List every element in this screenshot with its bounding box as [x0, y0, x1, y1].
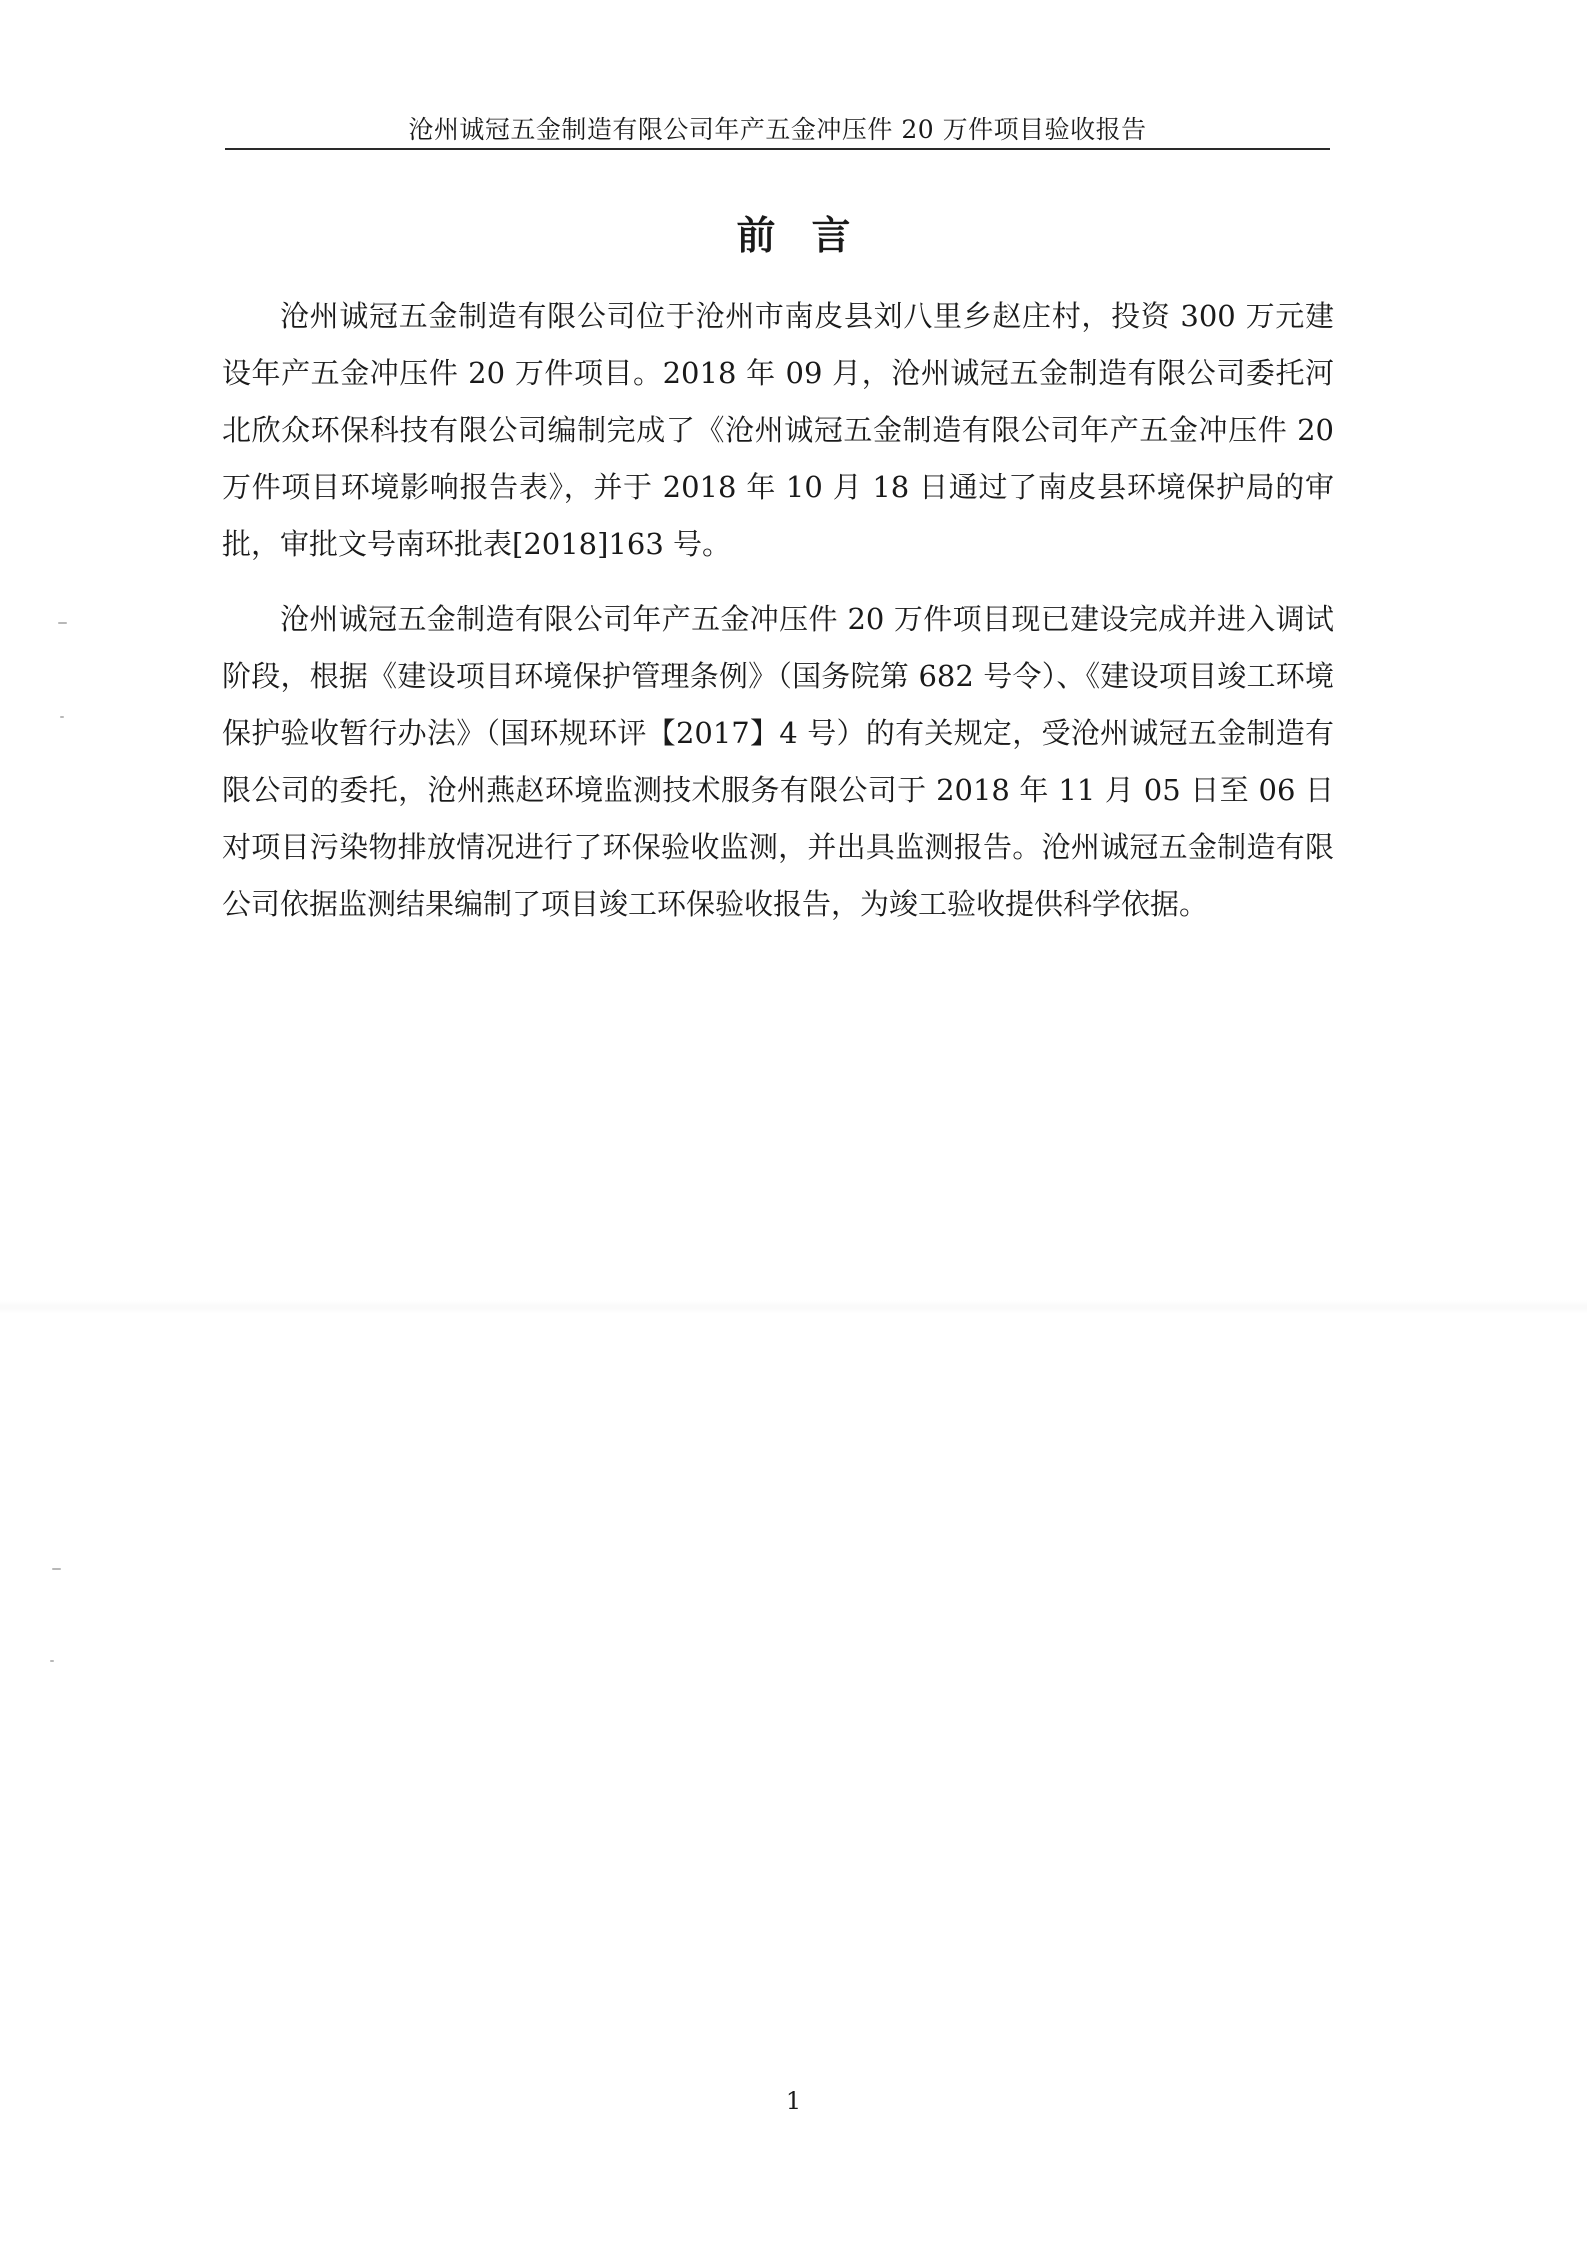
paragraph-1: 沧州诚冠五金制造有限公司位于沧州市南皮县刘八里乡赵庄村，投资 300 万元建设年产五金冲压件 20 万件项目。2018 年 09 月，沧州诚冠五金制造有限公司委托河北欣众环保科技有限公司编制完成了《沧州诚冠五金制造有限公司年产五金冲压件 20 万件项目环境影响报告表》，并于 2018 年 10 月 18 日通过了南皮县环境保护局的审批，审批文号南环批表[2018]163 号。: [222, 299, 1334, 561]
scan-speck: [60, 716, 64, 718]
scan-speck: [50, 1660, 54, 1662]
scan-band: [0, 1300, 1587, 1314]
header-rule: [225, 148, 1330, 150]
paragraph-2: 沧州诚冠五金制造有限公司年产五金冲压件 20 万件项目现已建设完成并进入调试阶段，根据《建设项目环境保护管理条例》（国务院第 682 号令）、《建设项目竣工环境保护验收暂行办法》（国环规环评【2017】4 号）的有关规定，受沧州诚冠五金制造有限公司的委托，沧州燕赵环境监测技术服务有限公司于 2018 年 11 月 05 日至 06 日对项目污染物排放情况进行了环保验收监测，并出具监测报告。沧州诚冠五金制造有限公司依据监测结果编制了项目竣工环保验收报告，为竣工验收提供科学依据。: [222, 602, 1334, 921]
scan-speck: [52, 1568, 61, 1570]
running-header: 沧州诚冠五金制造有限公司年产五金冲压件 20 万件项目验收报告: [408, 115, 1147, 144]
scan-speck: [58, 622, 67, 624]
page-number: 1: [785, 2087, 802, 2115]
body-text: [222, 288, 1334, 951]
section-title: 前言: [736, 213, 887, 259]
